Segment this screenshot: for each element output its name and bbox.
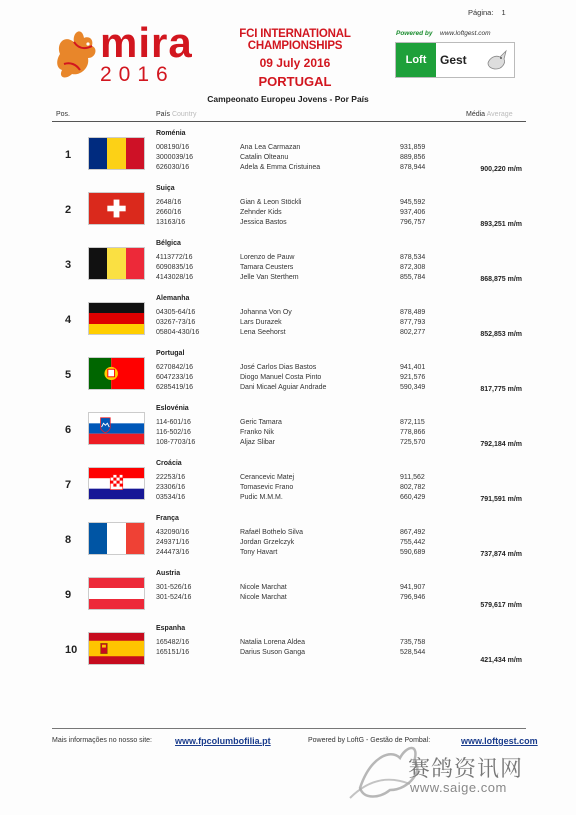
austria-flag-icon — [88, 577, 145, 610]
ring-number: 249371/16 — [156, 539, 190, 546]
fancier-name: Nicole Marchat — [240, 584, 287, 591]
event-date: 09 July 2016 — [259, 56, 331, 70]
fancier-name: Jessica Bastos — [240, 219, 287, 226]
ring-number: 03534/16 — [156, 494, 186, 501]
fancier-name: Franko Nik — [240, 429, 274, 436]
score-value: 735,758 — [400, 639, 426, 646]
croatia-flag-icon — [88, 467, 145, 500]
ring-number: 2660/16 — [156, 209, 182, 216]
fancier-name: Pudic M.M.M. — [240, 494, 283, 501]
ring-number: 6285419/16 — [156, 384, 193, 391]
country-name: Eslovénia — [156, 405, 189, 412]
col-header-average: Média Average — [466, 111, 513, 118]
score-value: 590,349 — [400, 384, 426, 391]
average-value: 579,617 m/m — [480, 602, 522, 609]
score-value: 802,782 — [400, 484, 426, 491]
score-value: 945,592 — [400, 199, 426, 206]
position-number: 1 — [65, 149, 72, 161]
score-value: 889,856 — [400, 154, 426, 161]
col-header-country: País Country — [156, 111, 197, 118]
fancier-name: Catalin Olteanu — [240, 154, 289, 161]
fancier-name: Jelle Van Sterthem — [240, 274, 299, 281]
fancier-name: Jordan Grzelczyk — [240, 539, 295, 546]
ring-number: 6270842/16 — [156, 364, 193, 371]
score-value: 872,115 — [400, 419, 425, 426]
position-number: 8 — [65, 534, 72, 546]
country-name: Alemanha — [156, 295, 190, 302]
report-title: Campeonato Europeu Jovens - Por País — [207, 94, 369, 104]
score-value: 867,492 — [400, 529, 426, 536]
score-value: 941,401 — [400, 364, 426, 371]
table-row — [52, 515, 526, 570]
table-row — [52, 240, 526, 295]
fancier-name: Lena Seehorst — [240, 329, 286, 336]
ring-number: 432090/16 — [156, 529, 190, 536]
ring-number: 6090835/16 — [156, 264, 193, 271]
portugal-flag-icon — [88, 357, 145, 390]
fpcolumbofilia-link[interactable]: www.fpcolumbofilia.pt — [175, 736, 271, 746]
score-value: 878,489 — [400, 309, 426, 316]
loftgest-logo — [395, 42, 515, 78]
ring-number: 3000039/16 — [156, 154, 193, 161]
brand-name: mira — [100, 19, 193, 66]
romania-flag-icon — [88, 137, 145, 170]
bird-logo-icon — [54, 24, 104, 84]
fancier-name: Dani Micael Aguiar Andrade — [240, 384, 327, 391]
average-value: 852,853 m/m — [480, 331, 522, 338]
table-row — [52, 130, 526, 185]
ring-number: 301-524/16 — [156, 594, 192, 601]
footer-more-info: Mais informações no nosso site: — [52, 737, 152, 744]
fancier-name: Tamara Ceusters — [240, 264, 294, 271]
header-divider — [52, 121, 526, 122]
country-name: Roménia — [156, 130, 186, 137]
sponsor-url[interactable]: www.loftgest.com — [440, 30, 491, 37]
loftgest-logo-left: Loft — [396, 43, 436, 77]
belgium-flag-icon — [88, 247, 145, 280]
switzerland-flag-icon — [88, 192, 145, 225]
score-value: 796,757 — [400, 219, 426, 226]
loftgest-link[interactable]: www.loftgest.com — [461, 736, 538, 746]
table-row — [52, 350, 526, 405]
country-name: Croácia — [156, 460, 182, 467]
watermark-text: 赛鸽资讯网 — [408, 756, 524, 781]
position-number: 3 — [65, 259, 72, 271]
country-name: Bélgica — [156, 240, 181, 247]
fancier-name: Aljaz Slibar — [240, 439, 276, 446]
table-row — [52, 295, 526, 350]
brand-year: 2016 — [100, 63, 175, 86]
spain-flag-icon — [88, 632, 145, 665]
france-flag-icon — [88, 522, 145, 555]
fancier-name: José Carlos Dias Bastos — [240, 364, 317, 371]
ring-number: 23306/16 — [156, 484, 186, 491]
ring-number: 165482/16 — [156, 639, 190, 646]
average-value: 792,184 m/m — [480, 441, 522, 448]
fancier-name: Geric Tamara — [240, 419, 282, 426]
score-value: 528,544 — [400, 649, 426, 656]
ring-number: 008190/16 — [156, 144, 190, 151]
position-number: 5 — [65, 369, 72, 381]
col-header-pos: Pos. — [56, 111, 71, 118]
score-value: 725,570 — [400, 439, 426, 446]
average-value: 817,775 m/m — [480, 386, 522, 393]
fancier-name: Diogo Manuel Costa Pinto — [240, 374, 322, 381]
position-number: 4 — [65, 314, 72, 326]
score-value: 937,406 — [400, 209, 426, 216]
fancier-name: Lorenzo de Pauw — [240, 254, 295, 261]
ring-number: 108-7703/16 — [156, 439, 196, 446]
position-number: 9 — [65, 589, 72, 601]
fancier-name: Tomasevic Frano — [240, 484, 294, 491]
ring-number: 05804-430/16 — [156, 329, 200, 336]
average-value: 868,875 m/m — [480, 276, 522, 283]
average-value: 900,220 m/m — [480, 166, 522, 173]
event-name: FCI INTERNATIONAL CHAMPIONSHIPS — [239, 28, 351, 52]
footer-powered: Powered by LoftG - Gestão de Pombal: — [308, 737, 431, 744]
sponsor-powered-label: Powered by — [396, 30, 433, 37]
ring-number: 244473/16 — [156, 549, 190, 556]
score-value: 872,308 — [400, 264, 426, 271]
fancier-name: Lars Durazek — [240, 319, 282, 326]
score-value: 755,442 — [400, 539, 426, 546]
average-value: 737,874 m/m — [480, 551, 522, 558]
table-row — [52, 625, 526, 680]
event-country: PORTUGAL — [258, 74, 332, 89]
average-value: 893,251 m/m — [480, 221, 522, 228]
ring-number: 22253/16 — [156, 474, 186, 481]
score-value: 931,859 — [400, 144, 426, 151]
position-number: 7 — [65, 479, 72, 491]
position-number: 6 — [65, 424, 72, 436]
ring-number: 4143028/16 — [156, 274, 193, 281]
table-row — [52, 185, 526, 240]
event-title — [200, 28, 390, 89]
fancier-name: Tony Havart — [240, 549, 278, 556]
score-value: 941,907 — [400, 584, 426, 591]
table-row — [52, 570, 526, 625]
score-value: 878,944 — [400, 164, 426, 171]
germany-flag-icon — [88, 302, 145, 335]
country-name: Suiça — [156, 185, 175, 192]
ring-number: 116-502/16 — [156, 429, 191, 436]
fancier-name: Natalia Lorena Aldea — [240, 639, 305, 646]
ring-number: 03267-73/16 — [156, 319, 196, 326]
ring-number: 165151/16 — [156, 649, 190, 656]
table-row — [52, 405, 526, 460]
fancier-name: Rafaël Bothelo Silva — [240, 529, 304, 536]
table-row — [52, 460, 526, 515]
score-value: 796,946 — [400, 594, 426, 601]
slovenia-flag-icon — [88, 412, 145, 445]
ring-number: 114-601/16 — [156, 419, 191, 426]
ring-number: 04305-64/16 — [156, 309, 196, 316]
country-name: França — [156, 515, 179, 522]
score-value: 878,534 — [400, 254, 426, 261]
ring-number: 2648/16 — [156, 199, 182, 206]
position-number: 2 — [65, 204, 72, 216]
fancier-name: Cerancevic Matej — [240, 474, 295, 481]
score-value: 855,784 — [400, 274, 426, 281]
fancier-name: Nicole Marchat — [240, 594, 287, 601]
fancier-name: Johanna Von Oy — [240, 309, 292, 316]
position-number: 10 — [65, 644, 78, 656]
pigeon-icon — [484, 47, 510, 73]
ring-number: 626030/16 — [156, 164, 190, 171]
score-value: 877,793 — [400, 319, 426, 326]
average-value: 421,434 m/m — [480, 657, 522, 664]
score-value: 590,689 — [400, 549, 426, 556]
score-value: 911,562 — [400, 474, 425, 481]
score-value: 802,277 — [400, 329, 426, 336]
average-value: 791,591 m/m — [480, 496, 522, 503]
score-value: 921,576 — [400, 374, 426, 381]
fancier-name: Adela & Emma Cristuinea — [240, 164, 321, 171]
country-name: Espanha — [156, 625, 186, 632]
score-value: 778,866 — [400, 429, 426, 436]
fancier-name: Darius Suson Ganga — [240, 649, 305, 656]
loftgest-logo-right: Gest — [440, 53, 467, 67]
ring-number: 13163/16 — [156, 219, 186, 226]
ring-number: 6047233/16 — [156, 374, 193, 381]
score-value: 660,429 — [400, 494, 426, 501]
watermark-url: www.saige.com — [410, 780, 507, 795]
page-number: Página: 1 — [468, 8, 506, 17]
country-name: Portugal — [156, 350, 185, 357]
country-name: Austria — [156, 570, 181, 577]
fancier-name: Zehnder Kids — [240, 209, 282, 216]
fancier-name: Gian & Leon Stöckli — [240, 199, 302, 206]
ring-number: 301-526/16 — [156, 584, 192, 591]
fancier-name: Ana Lea Carmazan — [240, 144, 301, 151]
ring-number: 4113772/16 — [156, 254, 193, 261]
